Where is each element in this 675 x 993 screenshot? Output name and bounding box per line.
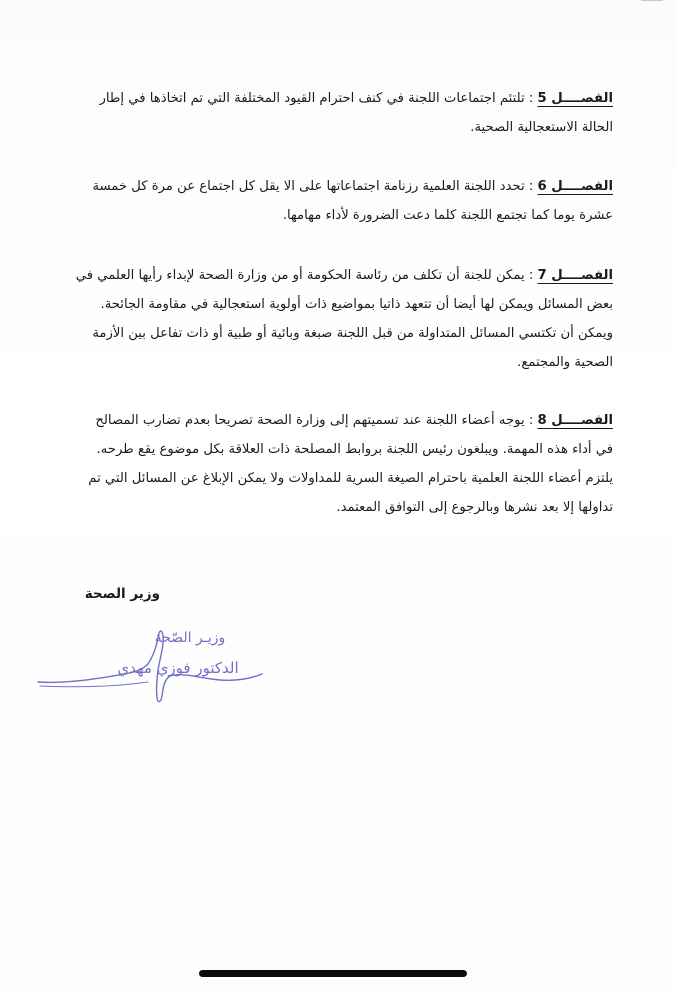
article-text-line: الحالة الاستعجالية الصحية. <box>470 120 613 135</box>
article-8: الفصــــل 8 : يوجه أعضاء اللجنة عند تسميتهم إلى وزارة الصحة تصريحا بعدم تضارب المصالح في أداء هذه المهمة. ويبلغون رئيس اللجنة بروابط المصلحة ذات العلاقة بكل موضوع يقع طرحه. يلتزم أعضاء اللجنة العلمية باحترام الصيغة السرية للمداولات ولا يمكن الإبلاغ عن المسائل التي تم تداولها إلا بعد نشرها وبالرجوع إلى التوافق المعتمد. <box>58 406 613 522</box>
article-text-line: ويمكن أن تكتسي المسائل المتداولة من قبل اللجنة صبغة وبائية أو طبية أو ذات تفاعل بين الأزمة <box>92 326 613 341</box>
article-heading: الفصــــل 8 <box>537 413 613 428</box>
article-text-line: بعض المسائل ويمكن لها أيضا أن تتعهد ذاتيا بمواضيع ذات أولوية استعجالية في مقاومة الجائحة. <box>100 297 613 312</box>
article-heading: الفصــــل 5 <box>537 91 613 106</box>
minister-title: وزير الصحة <box>84 586 160 602</box>
article-text-line: تلتئم اجتماعات اللجنة في كنف احترام القيود المختلفة التي تم اتخاذها في إطار <box>99 91 525 106</box>
home-indicator[interactable] <box>199 970 467 977</box>
article-5: الفصــــل 5 : تلتئم اجتماعات اللجنة في كنف احترام القيود المختلفة التي تم اتخاذها في إطار الحالة الاستعجالية الصحية. <box>58 84 613 142</box>
article-text-line: عشرة يوما كما تجتمع اللجنة كلما دعت الضرورة لأداء مهامها. <box>282 208 613 223</box>
article-text-line: تحدد اللجنة العلمية رزنامة اجتماعاتها على الا يقل كل اجتماع عن مرة كل خمسة <box>92 179 525 194</box>
article-text-line: يوجه أعضاء اللجنة عند تسميتهم إلى وزارة الصحة تصريحا بعدم تضارب المصالح <box>95 413 525 428</box>
article-heading: الفصــــل 6 <box>537 179 613 194</box>
page-edge-mark <box>641 0 663 7</box>
article-heading: الفصــــل 7 <box>537 268 613 283</box>
article-text-line: الصحية والمجتمع. <box>517 355 613 370</box>
signature-stamp <box>30 612 270 712</box>
article-text-line: تداولها إلا بعد نشرها وبالرجوع إلى التوافق المعتمد. <box>336 500 613 515</box>
stamp-line-2: الدكتور فوزي مهدي <box>117 659 239 677</box>
article-text-line: في أداء هذه المهمة. ويبلغون رئيس اللجنة بروابط المصلحة ذات العلاقة بكل موضوع يقع طرحه. <box>96 442 613 457</box>
article-7: الفصــــل 7 : يمكن للجنة أن تكلف من رئاسة الحكومة أو من وزارة الصحة لإبداء رأيها العلمي في بعض المسائل ويمكن لها أيضا أن تتعهد ذاتيا بمواضيع ذات أولوية استعجالية في مقاومة الجائحة. ويمكن أن تكتسي المسائل المتداولة من قبل اللجنة صبغة وبائية أو طبية أو ذات تفاعل بين الأزمة الصحية والمجتمع. <box>58 261 613 377</box>
stamp-line-1: وزيـر الصّحة <box>154 630 226 646</box>
article-6: الفصــــل 6 : تحدد اللجنة العلمية رزنامة اجتماعاتها على الا يقل كل اجتماع عن مرة كل خمسة عشرة يوما كما تجتمع اللجنة كلما دعت الضرورة لأداء مهامها. <box>58 172 613 230</box>
article-text-line: يمكن للجنة أن تكلف من رئاسة الحكومة أو من وزارة الصحة لإبداء رأيها العلمي في <box>75 268 525 283</box>
article-text-line: يلتزم أعضاء اللجنة العلمية باحترام الصيغة السرية للمداولات ولا يمكن الإبلاغ عن المسائل التي تم <box>88 471 613 486</box>
